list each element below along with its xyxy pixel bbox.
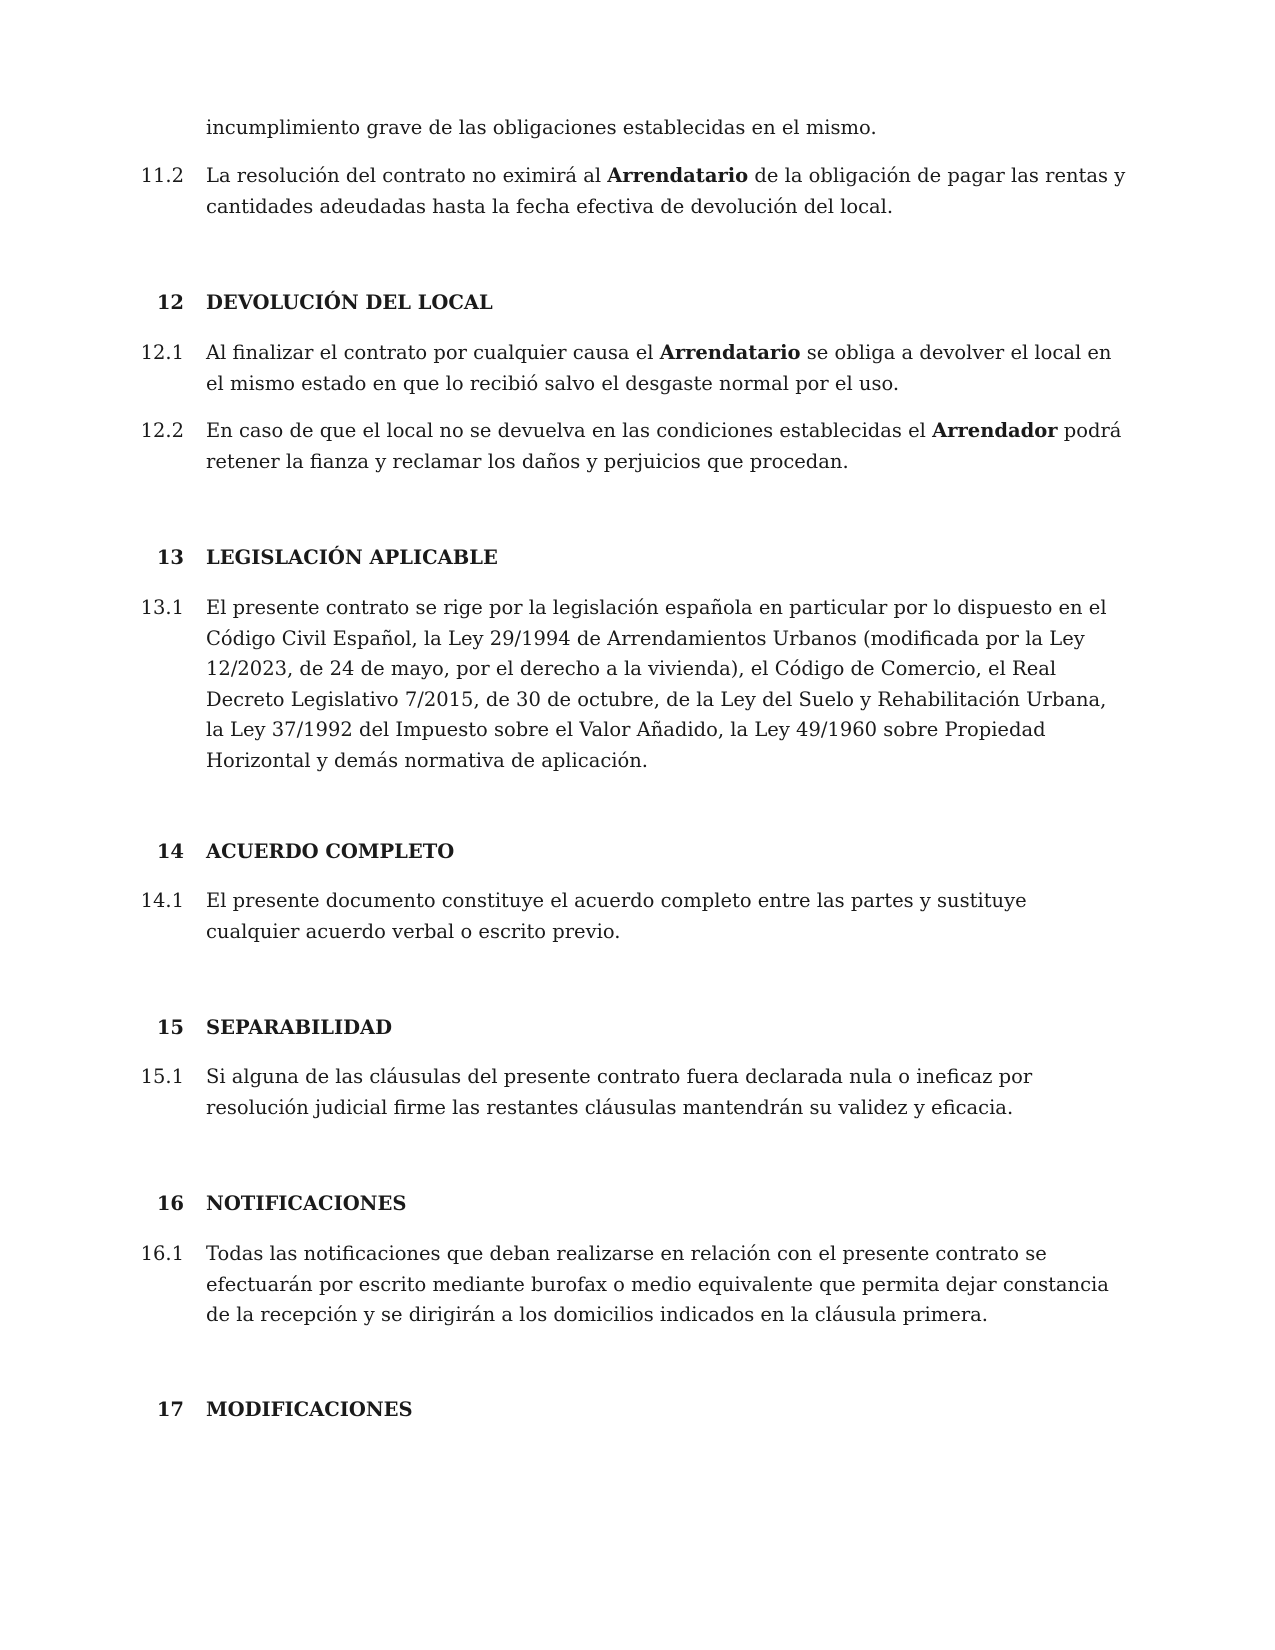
clause-11-2-post: de la obligación de pagar las rentas y cantidades adeudadas hasta la fecha efectiva de devolución del local. [206, 164, 1126, 218]
section-number-17: 17 [156, 1398, 184, 1421]
clause-12-1-post: se obliga a devolver el local en el mismo estado en que lo recibió salvo el desgaste normal por el uso. [206, 341, 1112, 395]
clause-11-2-pre: La resolución del contrato no eximirá al [206, 164, 608, 187]
clause-11-2 [206, 161, 1126, 222]
clause-14-1: El presente documento constituye el acuerdo completo entre las partes y sustituye cualquier acuerdo verbal o escrito previo. [206, 889, 1027, 943]
clause-number-13-1: 13.1 [140, 596, 184, 619]
section-number-14: 14 [156, 840, 184, 863]
clause-number-14-1: 14.1 [140, 889, 184, 912]
section-heading-14: ACUERDO COMPLETO [206, 840, 455, 863]
clause-number-11-2: 11.2 [140, 164, 184, 187]
clause-number-16-1: 16.1 [140, 1242, 184, 1265]
section-heading-16: NOTIFICACIONES [206, 1192, 407, 1215]
clause-15-1: Si alguna de las cláusulas del presente contrato fuera declarada nula o ineficaz por resolución judicial firme las restantes cláusulas mantendrán su validez y eficacia. [206, 1065, 1033, 1119]
section-number-13: 13 [156, 546, 184, 569]
clause-12-2-post: podrá retener la fianza y reclamar los daños y perjuicios que procedan. [206, 419, 1122, 473]
clause-11-2-party: Arrendatario [607, 164, 749, 187]
clause-12-1-party: Arrendatario [659, 341, 801, 364]
clause-number-12-2: 12.2 [140, 419, 184, 442]
section-number-15: 15 [156, 1016, 184, 1039]
section-heading-17: MODIFICACIONES [206, 1398, 413, 1421]
clause-16-1: Todas las notificaciones que deban realizarse en relación con el presente contrato se efectuarán por escrito mediante burofax o medio equivalente que permita dejar constancia de la recepción y se dirigirán a los domicilios indicados en la cláusula primera. [206, 1242, 1109, 1326]
clause-12-1 [206, 338, 1126, 399]
clause-12-2-pre: En caso de que el local no se devuelva en las condiciones establecidas el [206, 419, 933, 442]
section-heading-15: SEPARABILIDAD [206, 1016, 393, 1039]
clause-12-1-pre: Al finalizar el contrato por cualquier causa el [206, 341, 660, 364]
section-heading-13: LEGISLACIÓN APLICABLE [206, 546, 498, 569]
section-heading-12: DEVOLUCIÓN DEL LOCAL [206, 291, 493, 314]
clause-number-15-1: 15.1 [140, 1065, 184, 1088]
clause-13-1: El presente contrato se rige por la legislación española en particular por lo dispuesto en el Código Civil Español, la Ley 29/1994 de Arrendamientos Urbanos (modificada por la Ley 12/2023, de 24 de mayo, por el derecho a la vivienda), el Código de Comercio, el Real Decreto Legislativo 7/2015, de 30 de octubre, de la Ley del Suelo y Rehabilitación Urbana, la Ley 37/1992 del Impuesto sobre el Valor Añadido, la Ley 49/1960 sobre Propiedad Horizontal y demás normativa de aplicación. [206, 596, 1107, 772]
clause-continuation: incumplimiento grave de las obligaciones establecidas en el mismo. [206, 116, 877, 139]
clause-number-12-1: 12.1 [140, 341, 184, 364]
clause-12-2-party: Arrendador [932, 419, 1058, 442]
clause-12-2 [206, 416, 1126, 477]
section-number-16: 16 [156, 1192, 184, 1215]
section-number-12: 12 [156, 291, 184, 314]
